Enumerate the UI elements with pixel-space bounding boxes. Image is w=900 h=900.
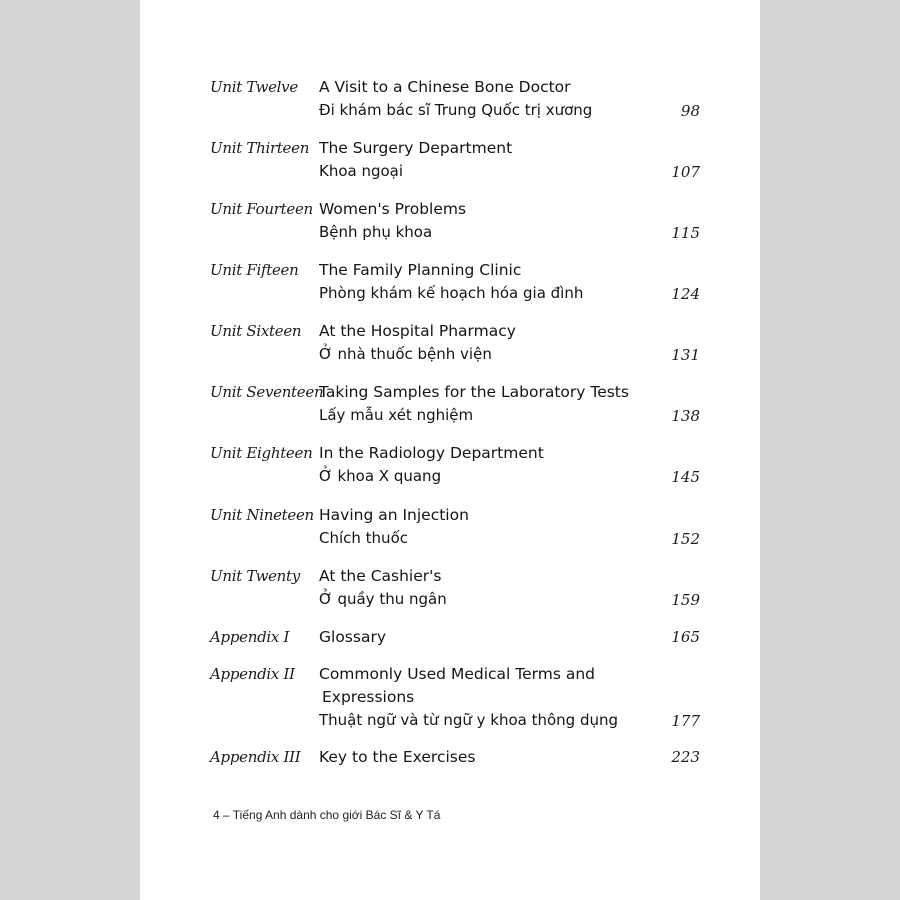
title-vietnamese: Phòng khám kế hoạch hóa gia đình <box>319 284 584 302</box>
unit-label: Unit Thirteen <box>210 139 310 157</box>
book-page <box>140 0 760 900</box>
title-vietnamese: Bệnh phụ khoa <box>319 223 433 241</box>
page-number: 138 <box>671 407 700 425</box>
title-vietnamese: Khoa ngoại <box>319 162 404 180</box>
title-vietnamese: Ở quầy thu ngân <box>319 590 447 608</box>
page-footer: 4 – Tiếng Anh dành cho giới Bác Sĩ & Y Tá <box>213 808 441 822</box>
title-vietnamese: Đi khám bác sĩ Trung Quốc trị xương <box>319 101 593 119</box>
page-number: 152 <box>671 530 700 548</box>
title-english: Women's Problems <box>319 200 467 218</box>
unit-label: Unit Fifteen <box>210 261 299 279</box>
title-vietnamese: Thuật ngữ và từ ngữ y khoa thông dụng <box>319 711 619 729</box>
title-english: A Visit to a Chinese Bone Doctor <box>319 78 571 96</box>
title-english: Glossary <box>319 628 386 646</box>
title-english-continued: Expressions <box>322 688 415 706</box>
unit-label: Unit Fourteen <box>210 200 313 218</box>
unit-label: Unit Eighteen <box>210 444 313 462</box>
page-number: 165 <box>671 628 700 646</box>
unit-label: Appendix III <box>210 748 301 766</box>
title-vietnamese: Ở nhà thuốc bệnh viện <box>319 345 492 363</box>
unit-label: Unit Twenty <box>210 567 300 585</box>
unit-label: Appendix II <box>210 665 295 683</box>
unit-label: Unit Sixteen <box>210 322 302 340</box>
title-english: The Family Planning Clinic <box>319 261 522 279</box>
unit-label: Appendix I <box>210 628 290 646</box>
title-english: Taking Samples for the Laboratory Tests <box>319 383 629 401</box>
page-number: 98 <box>680 102 700 120</box>
page-number: 131 <box>671 346 700 364</box>
page-number: 115 <box>671 224 700 242</box>
page-number: 107 <box>671 163 700 181</box>
table-of-contents <box>140 0 760 900</box>
page-number: 177 <box>671 712 700 730</box>
page-number: 159 <box>671 591 700 609</box>
title-english: In the Radiology Department <box>319 444 544 462</box>
title-english: Commonly Used Medical Terms and <box>319 665 595 683</box>
title-english: Key to the Exercises <box>319 748 476 766</box>
title-vietnamese: Ở khoa X quang <box>319 467 442 485</box>
unit-label: Unit Twelve <box>210 78 298 96</box>
page-number: 223 <box>671 748 700 766</box>
title-english: At the Cashier's <box>319 567 442 585</box>
title-english: Having an Injection <box>319 506 469 524</box>
title-vietnamese: Chích thuốc <box>319 529 408 547</box>
unit-label: Unit Nineteen <box>210 506 314 524</box>
title-vietnamese: Lấy mẫu xét nghiệm <box>319 406 474 424</box>
title-english: At the Hospital Pharmacy <box>319 322 516 340</box>
unit-label: Unit Seventeen <box>210 383 324 401</box>
page-number: 124 <box>671 285 700 303</box>
page-number: 145 <box>671 468 700 486</box>
title-english: The Surgery Department <box>319 139 513 157</box>
